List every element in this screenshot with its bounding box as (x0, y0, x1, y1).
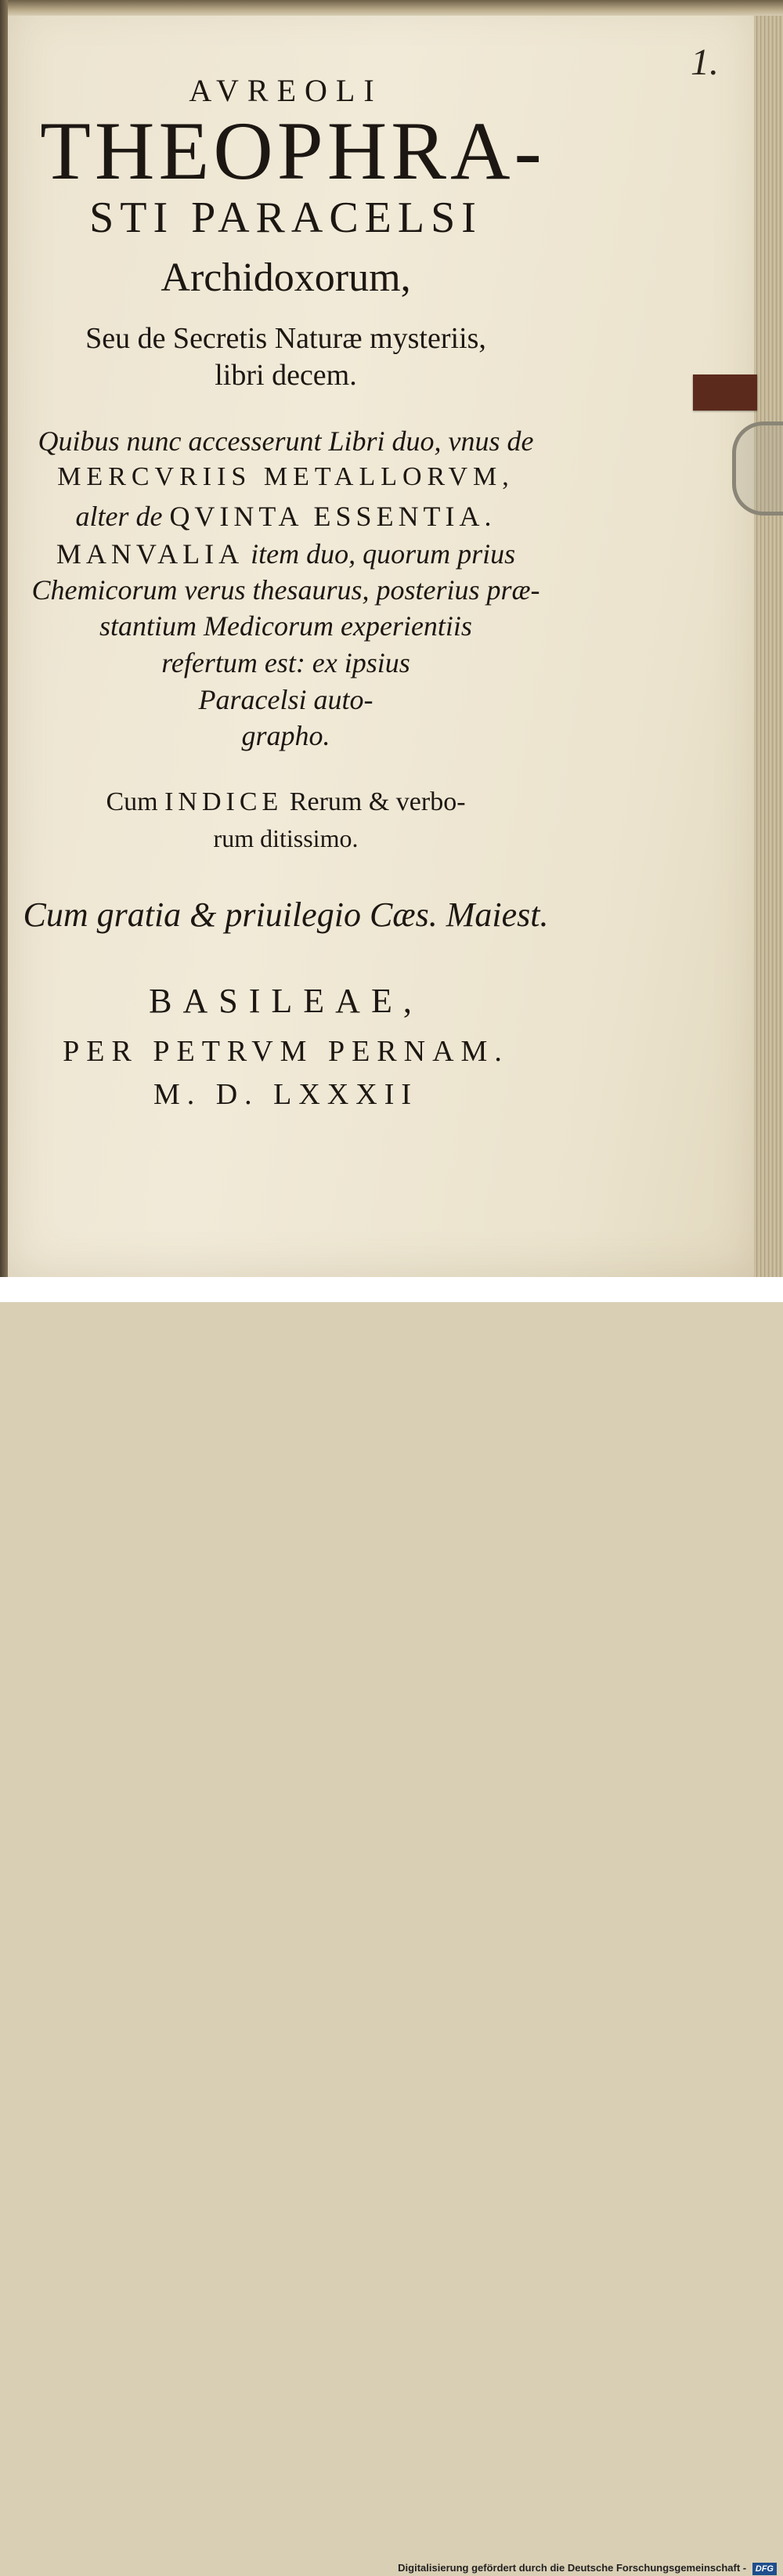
title-theophra: THEOPHRA- (40, 105, 546, 197)
index-line-1-rest: Rerum & verbo- (289, 787, 466, 816)
index-line-1-cum: Cum (106, 787, 158, 816)
desc-line-2: MERCVRIIS METALLORVM, (57, 462, 514, 491)
imprint-printer: PER PETRVM PERNAM. (63, 1035, 509, 1068)
desc-line-3 (0, 500, 572, 533)
index-line-1-indice: INDICE (164, 787, 283, 816)
desc-line-3-caps: QVINTA ESSENTIA. (169, 501, 496, 532)
dfg-credit-text: Digitalisierung gefördert durch die Deutsche Forschungsgemeinschaft - (398, 2562, 747, 2574)
title-aureoli: AVREOLI (189, 73, 383, 108)
desc-line-7: refertum est: ex ipsius (161, 647, 410, 678)
title-libri: libri decem. (215, 359, 357, 392)
desc-line-8: Paracelsi auto- (198, 684, 373, 715)
privilege-line: Cum gratia & priuilegio Cæs. Maiest. (23, 895, 549, 934)
desc-line-3-italic: alter de (75, 501, 163, 532)
desc-line-6: stantium Medicorum experientiis (99, 610, 472, 642)
imprint-year: M. D. LXXXII (153, 1078, 419, 1111)
desc-line-5: Chemicorum verus thesaurus, posterius præ- (31, 574, 540, 606)
footer-band (0, 1277, 783, 2574)
desc-line-9: grapho. (241, 720, 330, 751)
desc-line-4-italic: item duo, quorum prius (251, 538, 516, 570)
dfg-credit (398, 2560, 777, 2576)
title-sti-paracelsi: STI PARACELSI (89, 194, 482, 242)
desc-line-4-caps: MANVALIA (56, 538, 244, 570)
title-seu: Seu de Secretis Naturæ mysteriis, (85, 322, 486, 355)
index-line-1 (0, 787, 572, 817)
index-line-2: rum ditissimo. (213, 824, 359, 852)
imprint-city: BASILEAE, (149, 982, 423, 1020)
desc-line-1: Quibus nunc accesserunt Libri duo, vnus de (38, 425, 534, 457)
title-archidoxorum: Archidoxorum, (161, 255, 411, 300)
book-clasp (732, 421, 783, 516)
bookmark-ribbon (693, 374, 757, 411)
dfg-logo-icon: DFG (752, 2563, 777, 2575)
page-top-edge (8, 0, 783, 16)
desc-line-4 (0, 537, 572, 570)
page-fore-edge (754, 14, 783, 1277)
page-number: 1. (691, 42, 719, 83)
